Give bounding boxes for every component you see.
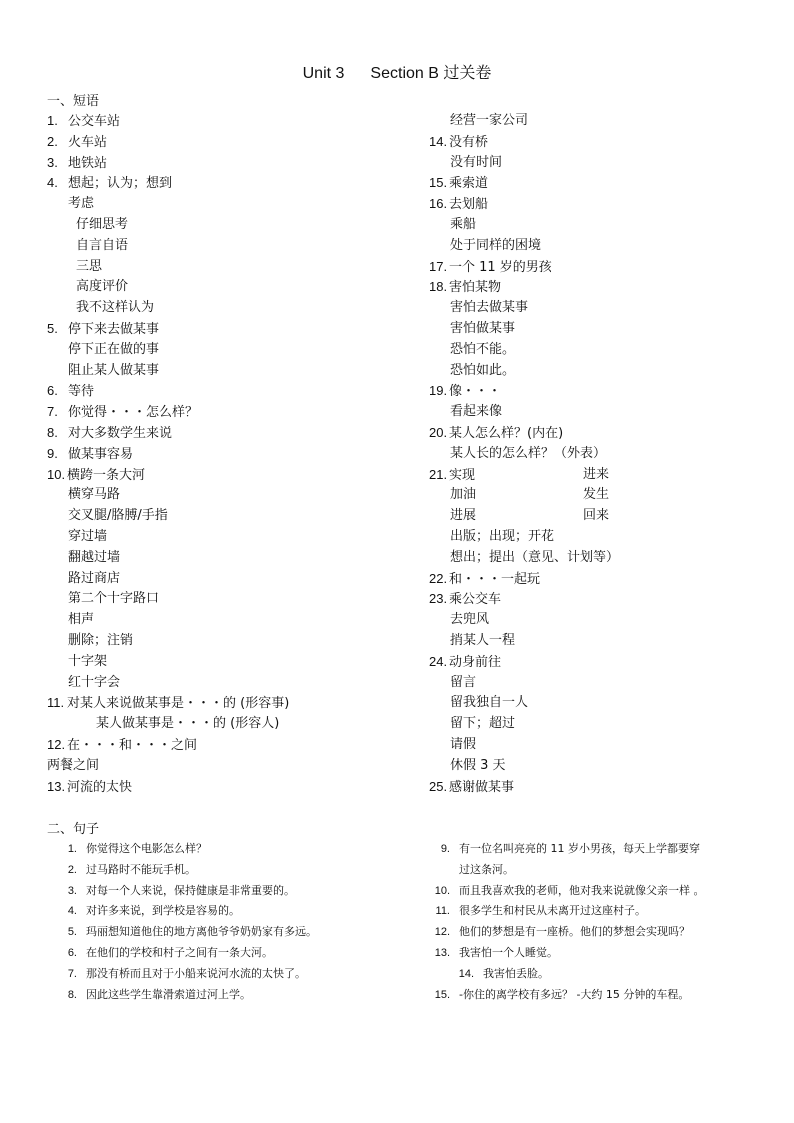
phrase-text: 穿过墙 <box>68 528 108 544</box>
phrase-item <box>47 215 407 236</box>
phrase-item <box>429 610 769 631</box>
sentence-text: 很多学生和村民从未离开过这座村子。 <box>459 904 646 918</box>
phrase-item <box>429 548 769 569</box>
phrase-number: 22. <box>429 570 448 586</box>
phrase-text: 乘索道 <box>449 176 489 192</box>
phrase-item <box>47 485 407 506</box>
phrase-item <box>429 777 769 798</box>
phrase-item <box>429 319 769 340</box>
sentence-item <box>55 839 425 860</box>
phrase-text: 想起；认为；想到 <box>68 176 173 192</box>
phrase-item <box>47 153 407 174</box>
phrase-item <box>47 361 407 382</box>
phrase-text: 某人怎么样？(内在) <box>449 425 564 441</box>
phrase-text: 公交车站 <box>68 114 121 129</box>
sentence-number: 15. <box>434 988 450 1001</box>
sentence-item <box>55 985 425 1006</box>
phrase-text: 捎某人一程 <box>450 632 516 648</box>
phrase-number: 3. <box>47 154 58 170</box>
phrase-item <box>429 132 769 153</box>
phrase-item <box>429 111 769 132</box>
phrase-text: 恐怕不能。 <box>450 341 516 357</box>
phrase-item <box>47 673 407 694</box>
phrase-item <box>47 402 407 423</box>
phrase-number: 7. <box>47 404 58 420</box>
sentence-item <box>55 901 425 922</box>
sentence-text: 我害怕一个人睡觉。 <box>459 945 558 959</box>
phrase-item <box>47 506 407 527</box>
phrase-item <box>429 589 769 610</box>
section-label: Section B 过关卷 <box>370 65 492 82</box>
phrase-number: 21. <box>429 466 448 482</box>
phrase-number: 16. <box>429 196 448 212</box>
phrase-number: 24. <box>429 653 448 669</box>
phrase-item <box>47 735 407 756</box>
phrase-text: 考虑 <box>68 196 95 212</box>
phrase-text: 出版；出现；开花 <box>450 528 555 544</box>
phrase-text: 乘船 <box>450 216 477 232</box>
phrase-item <box>429 485 769 506</box>
phrase-text: 想出；提出（意见、计划等） <box>450 549 620 565</box>
phrase-text: 横跨一条大河 <box>67 467 146 483</box>
phrase-item <box>47 194 407 215</box>
phrase-text: 休假 3 天 <box>450 757 506 773</box>
phrase-text: 三思 <box>76 258 103 274</box>
sentence-number: 7. <box>67 967 77 980</box>
phrase-text: 自言自语 <box>76 237 129 253</box>
phrase-item <box>47 173 407 194</box>
phrase-item <box>47 319 407 340</box>
phrase-text: 动身前往 <box>449 654 502 670</box>
phrase-number: 1. <box>47 113 58 128</box>
phrase-item <box>47 236 407 257</box>
phrase-text: 请假 <box>450 736 477 752</box>
sentence-item <box>55 943 425 964</box>
sentence-text: 他们的梦想是有一座桥。他们的梦想会实现吗？ <box>459 925 690 939</box>
phrase-item <box>429 298 769 319</box>
phrase-text: 对大多数学生来说 <box>68 425 173 441</box>
phrase-text: 没有时间 <box>450 154 503 170</box>
phrase-item <box>47 714 407 735</box>
phrase-item <box>429 693 769 714</box>
phrase-text: 两餐之间 <box>47 757 100 773</box>
phrase-text: 看起来像 <box>450 404 503 420</box>
sentence-item <box>412 839 782 860</box>
phrase-item <box>429 257 769 278</box>
sentence-item <box>55 964 425 985</box>
phrase-text: 十字架 <box>68 653 108 669</box>
phrase-item <box>47 652 407 673</box>
phrase-text: 交叉腿/胳膊/手指 <box>68 508 168 524</box>
sentence-item <box>412 964 782 985</box>
sentence-item <box>412 943 782 964</box>
phrase-item <box>47 589 407 610</box>
phrase-item <box>47 631 407 652</box>
phrase-item <box>429 631 769 652</box>
unit-label: Unit 3 <box>302 65 345 82</box>
phrase-text: 去兜风 <box>450 612 490 628</box>
phrase-item <box>429 714 769 735</box>
phrase-item <box>429 652 769 673</box>
phrase-text: 去划船 <box>449 197 489 213</box>
sentence-text: 对每一个人来说，保持健康是非常重要的。 <box>86 883 295 897</box>
phrase-number: 17. <box>429 258 448 274</box>
phrase-number: 25. <box>429 778 448 794</box>
phrase-text: 留我独自一人 <box>450 695 529 711</box>
sentence-number: 14. <box>458 967 474 980</box>
phrase-text-secondary: 回来 <box>583 508 610 524</box>
phrase-item <box>47 132 407 153</box>
sentence-text: 过这条河。 <box>459 862 514 876</box>
phrase-number: 10. <box>47 466 66 482</box>
phrase-item <box>47 569 407 590</box>
phrase-text: 感谢做某事 <box>449 779 515 795</box>
phrase-number: 18. <box>429 279 448 295</box>
phrase-text: 停下来去做某事 <box>68 321 160 337</box>
sentence-text: -你住的离学校有多远？ -大约 15 分钟的车程。 <box>459 987 690 1001</box>
sentence-number: 9. <box>440 843 450 855</box>
phrase-text: 留下；超过 <box>450 716 516 732</box>
sentence-item <box>412 922 782 943</box>
sentence-item <box>412 881 782 902</box>
phrase-text: 第二个十字路口 <box>68 591 160 607</box>
phrase-item <box>429 340 769 361</box>
phrase-text: 在・・・和・・・之间 <box>67 737 198 753</box>
phrase-text: 处于同样的困境 <box>450 237 542 253</box>
phrase-item <box>429 215 769 236</box>
sentence-number: 6. <box>67 946 77 959</box>
phrase-text-secondary: 进来 <box>583 466 610 482</box>
phrase-list-left <box>47 111 407 797</box>
phrase-text: 某人长的怎么样？（外表） <box>450 445 607 461</box>
sentence-number: 8. <box>67 988 77 1001</box>
phrase-item <box>47 610 407 631</box>
phrase-item <box>47 340 407 361</box>
phrase-text: 实现 <box>449 467 476 483</box>
sentence-number: 5. <box>67 926 77 939</box>
phrase-item <box>429 194 769 215</box>
phrase-item <box>47 693 407 714</box>
phrase-text: 删除；注销 <box>68 632 134 648</box>
sentence-number: 4. <box>67 905 77 918</box>
phrase-item <box>47 527 407 548</box>
sentence-item <box>412 860 782 881</box>
phrase-item <box>47 548 407 569</box>
phrase-number: 23. <box>429 591 448 607</box>
phrase-number: 5. <box>47 320 58 336</box>
phrase-text: 做某事容易 <box>68 446 134 462</box>
phrase-text: 留言 <box>450 674 477 690</box>
sentence-text: 我害怕丢脸。 <box>483 966 549 980</box>
sentence-list-left <box>55 839 425 1005</box>
section-heading-phrases: 一、短语 <box>47 94 100 109</box>
sentence-text: 对许多来说，到学校是容易的。 <box>86 904 240 918</box>
phrase-number: 19. <box>429 383 448 399</box>
sentence-list-right <box>412 839 782 1005</box>
sentence-item <box>55 922 425 943</box>
phrase-text: 和・・・一起玩 <box>449 571 541 587</box>
phrase-item <box>47 777 407 798</box>
phrase-text: 红十字会 <box>68 674 121 690</box>
sentence-number: 13. <box>434 946 450 959</box>
phrase-number: 14. <box>429 133 448 149</box>
phrase-text: 仔细思考 <box>76 216 129 232</box>
phrase-text: 某人做某事是・・・的 (形容人) <box>96 716 280 732</box>
phrase-text-secondary: 发生 <box>583 487 610 503</box>
sentence-text: 而且我喜欢我的老师，他对我来说就像父亲一样 。 <box>459 883 705 897</box>
phrase-text: 横穿马路 <box>68 487 121 503</box>
phrase-item <box>47 277 407 298</box>
sentence-number: 1. <box>67 843 77 855</box>
phrase-number: 9. <box>47 445 58 461</box>
sentence-number: 11. <box>435 905 450 918</box>
phrase-item <box>429 173 769 194</box>
phrase-text: 一个 11 岁的男孩 <box>449 259 552 275</box>
sentence-text: 那没有桥而且对于小船来说河水流的太快了。 <box>86 966 306 980</box>
phrase-text: 害怕某物 <box>449 280 502 296</box>
phrase-number: 15. <box>429 175 448 191</box>
phrase-number: 11. <box>47 695 65 711</box>
phrase-item <box>47 756 407 777</box>
phrase-text: 翻越过墙 <box>68 549 121 565</box>
phrase-text: 害怕做某事 <box>450 320 516 336</box>
phrase-number: 20. <box>429 424 448 440</box>
sentence-text: 在他们的学校和村子之间有一条大河。 <box>86 945 273 959</box>
sentence-text: 你觉得这个电影怎么样？ <box>86 842 207 855</box>
sentence-text: 有一位名叫亮亮的 11 岁小男孩，每天上学都要穿 <box>459 842 700 855</box>
phrase-item <box>429 735 769 756</box>
phrase-number: 2. <box>47 133 58 149</box>
phrase-item <box>429 465 769 486</box>
phrase-text: 经营一家公司 <box>450 113 529 128</box>
phrase-item <box>429 423 769 444</box>
phrase-item <box>429 527 769 548</box>
phrase-text: 相声 <box>68 612 95 628</box>
sentence-item <box>412 901 782 922</box>
phrase-number: 6. <box>47 383 58 399</box>
phrase-text: 你觉得・・・怎么样？ <box>68 405 199 421</box>
phrase-text: 路过商店 <box>68 570 121 586</box>
phrase-item <box>47 257 407 278</box>
phrase-text: 阻止某人做某事 <box>68 362 160 378</box>
phrase-item <box>429 756 769 777</box>
sentence-item <box>55 881 425 902</box>
phrase-item <box>429 569 769 590</box>
sentence-text: 因此这些学生靠滑索道过河上学。 <box>86 987 251 1001</box>
sentence-number: 12. <box>434 926 450 939</box>
phrase-text: 害怕去做某事 <box>450 300 529 316</box>
sentence-number: 2. <box>67 863 77 876</box>
phrase-item <box>47 444 407 465</box>
phrase-text: 高度评价 <box>76 279 129 295</box>
phrase-list-right <box>429 111 769 797</box>
phrase-item <box>429 153 769 174</box>
phrase-text: 停下正在做的事 <box>68 341 160 357</box>
phrase-item <box>429 402 769 423</box>
phrase-item <box>429 361 769 382</box>
sentence-text: 过马路时不能玩手机。 <box>86 862 196 876</box>
sentence-number: 10. <box>434 884 450 897</box>
phrase-text: 恐怕如此。 <box>450 362 516 378</box>
phrase-text: 进展 <box>450 508 477 524</box>
phrase-text: 等待 <box>68 384 95 400</box>
sentence-item <box>412 985 782 1006</box>
phrase-number: 12. <box>47 736 66 752</box>
phrase-item <box>47 111 407 132</box>
phrase-item <box>429 381 769 402</box>
page-title <box>0 60 794 83</box>
phrase-text: 我不这样认为 <box>76 300 155 316</box>
phrase-text: 河流的太快 <box>67 779 133 795</box>
phrase-text: 乘公交车 <box>449 592 502 608</box>
phrase-text: 像・・・ <box>449 384 502 400</box>
phrase-item <box>429 506 769 527</box>
phrase-number: 4. <box>47 175 58 191</box>
phrase-item <box>429 673 769 694</box>
phrase-text: 地铁站 <box>68 155 108 171</box>
phrase-item <box>47 381 407 402</box>
phrase-number: 8. <box>47 424 58 440</box>
sentence-number: 3. <box>67 884 77 897</box>
phrase-item <box>429 236 769 257</box>
phrase-item <box>429 277 769 298</box>
sentence-item <box>55 860 425 881</box>
phrase-item <box>47 298 407 319</box>
phrase-item <box>429 444 769 465</box>
section-heading-sentences: 二、句子 <box>47 822 100 837</box>
phrase-number: 13. <box>47 778 66 794</box>
phrase-text: 对某人来说做某事是・・・的 (形容事) <box>67 696 290 712</box>
phrase-item <box>47 423 407 444</box>
phrase-text: 没有桥 <box>449 134 489 150</box>
phrase-text: 火车站 <box>68 134 108 150</box>
phrase-item <box>47 465 407 486</box>
phrase-text: 加油 <box>450 487 477 503</box>
sentence-text: 玛丽想知道他住的地方离他爷爷奶奶家有多远。 <box>86 925 317 939</box>
